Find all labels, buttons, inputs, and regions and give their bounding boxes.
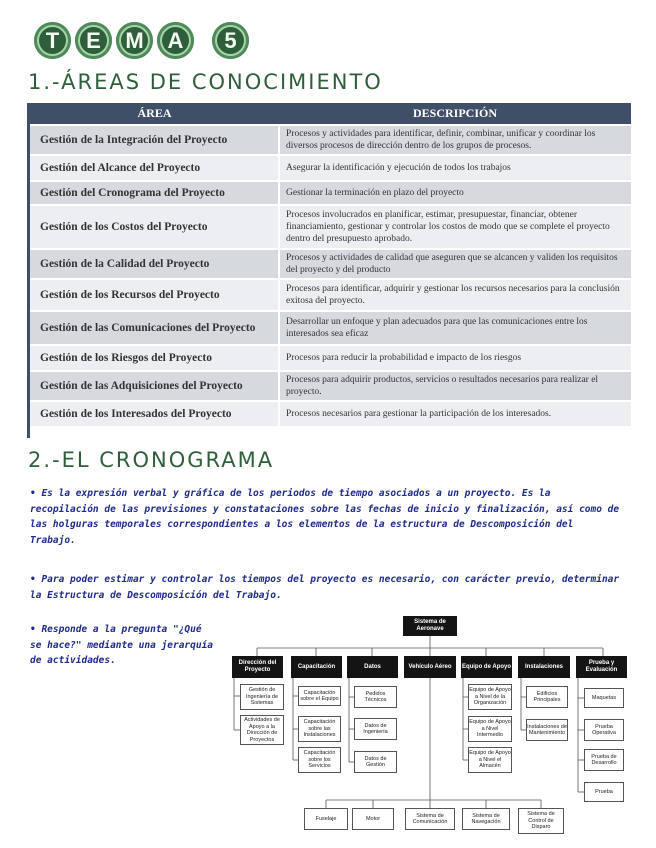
wbs-leaf: Equipo de Apoyo a Nivel Intermedio xyxy=(468,716,512,742)
table-header-row xyxy=(30,103,631,125)
area-cell: Gestión de los Recursos del Proyecto xyxy=(30,279,279,311)
description-cell: Desarrollar un enfoque y plan adecuados para que las comunicaciones entre los interesados sea eficaz xyxy=(279,311,631,345)
wbs-leaf: Sistema de Comunicación xyxy=(405,808,455,830)
wbs-root: Sistema de Aeronave xyxy=(403,616,457,636)
wbs-leaf: Fuselaje xyxy=(304,808,348,830)
area-cell: Gestión del Alcance del Proyecto xyxy=(30,155,279,181)
wbs-leaf: Capacitación sobre el Equipo xyxy=(298,686,341,706)
area-cell: Gestión de los Costos del Proyecto xyxy=(30,205,279,249)
wbs-node-instalaciones: Instalaciones xyxy=(518,656,570,678)
table-row xyxy=(30,205,631,249)
wbs-leaf: Datos de Ingeniería xyxy=(354,718,397,740)
title-number: 5 xyxy=(212,22,249,59)
table-row xyxy=(30,401,631,427)
bullet-definition: • Es la expresión verbal y gráfica de los periodos de tiempo asociados a un proyecto. Es la recopilación de las previsiones y constataciones sobre las fechas de inicio y finalización, así como de las holguras temporales correspondientes a los elementos de la estructura de Descomposición del Trabajo. xyxy=(30,488,620,546)
table-row xyxy=(30,345,631,371)
wbs-leaf: Pedidos Técnicos xyxy=(354,686,397,708)
wbs-leaf: Prueba xyxy=(584,782,624,802)
wbs-node-equipo: Equipo de Apoyo xyxy=(461,656,512,678)
wbs-leaf: Prueba de Desarrollo xyxy=(584,749,624,771)
table-row xyxy=(30,155,631,181)
wbs-leaf: Equipo de Apoyo a Nivel el Almacén xyxy=(468,747,512,773)
title-letter-a: A xyxy=(157,22,194,59)
wbs-node-datos: Datos xyxy=(347,656,398,678)
wbs-leaf: Instalaciones de Mantenimiento xyxy=(526,719,568,741)
table-row xyxy=(30,311,631,345)
table-row xyxy=(30,181,631,205)
area-cell: Gestión de la Calidad del Proyecto xyxy=(30,249,279,279)
title-letter-m: M xyxy=(116,22,153,59)
wbs-leaf: Capacitación sobre las Instalaciones xyxy=(298,716,341,742)
wbs-leaf: Edificios Principales xyxy=(526,686,568,708)
wbs-leaf: Motor xyxy=(352,808,394,830)
table-row xyxy=(30,249,631,279)
description-cell: Procesos involucrados en planificar, estimar, presupuestar, financiar, obtener financiamiento, gestionar y controlar los costos de modo que se complete el proyecto dentro del presupuesto aprobado. xyxy=(279,205,631,249)
wbs-leaf: Sistema de Control de Disparo xyxy=(518,808,564,834)
knowledge-areas-table xyxy=(30,103,631,428)
table-row xyxy=(30,279,631,311)
description-cell: Procesos para adquirir productos, servicios o resultados necesarios para realizar el proyecto. xyxy=(279,371,631,401)
wbs-leaf: Actividades de Apoyo a la Dirección de Proyectos xyxy=(240,715,284,745)
bullet-question: • Responde a la pregunta "¿Qué se hace?" mediante una jerarquía de actividades. xyxy=(30,624,214,666)
section1-heading: 1.-ÁREAS DE CONOCIMIENTO xyxy=(28,70,383,94)
title-badges xyxy=(34,22,249,62)
description-cell: Procesos y actividades de calidad que aseguren que se alcancen y validen los requisitos del proyecto y del producto xyxy=(279,249,631,279)
wbs-node-vehiculo: Vehículo Aéreo xyxy=(404,656,456,678)
wbs-leaf: Maquetas xyxy=(584,688,624,708)
area-cell: Gestión de la Integración del Proyecto xyxy=(30,125,279,155)
column-header-area: ÁREA xyxy=(30,103,279,125)
description-cell: Procesos y actividades para identificar, definir, combinar, unificar y coordinar los diversos procesos de dirección dentro de los grupos de procesos. xyxy=(279,125,631,155)
wbs-leaf: Datos de Gestión xyxy=(354,751,397,773)
title-letter-t: T xyxy=(34,22,71,59)
wbs-leaf: Gestión de Ingeniería de Sistemas xyxy=(240,684,284,710)
wbs-leaf: Prueba Operativa xyxy=(584,719,624,741)
title-letter-e: E xyxy=(75,22,112,59)
wbs-node-direccion: Dirección del Proyecto xyxy=(232,656,283,678)
description-cell: Gestionar la terminación en plazo del proyecto xyxy=(279,181,631,205)
area-cell: Gestión de las Adquisiciones del Proyecto xyxy=(30,371,279,401)
column-header-description: DESCRIPCIÓN xyxy=(279,103,631,125)
bullet-estimation: • Para poder estimar y controlar los tiempos del proyecto es necesario, con carácter previo, determinar la Estructura de Descomposición del Trabajo. xyxy=(30,574,620,601)
area-cell: Gestión de los Riesgos del Proyecto xyxy=(30,345,279,371)
wbs-node-capacitacion: Capacitación xyxy=(291,656,342,678)
wbs-leaf: Equipo de Apoyo a Nivel de la Organización xyxy=(468,684,512,710)
area-cell: Gestión de los Interesados del Proyecto xyxy=(30,401,279,427)
description-cell: Procesos para reducir la probabilidad e impacto de los riesgos xyxy=(279,345,631,371)
wbs-node-prueba: Prueba y Evaluación xyxy=(576,656,627,678)
description-cell: Procesos necesarios para gestionar la participación de los interesados. xyxy=(279,401,631,427)
section2-heading: 2.-EL CRONOGRAMA xyxy=(28,448,275,472)
area-cell: Gestión del Cronograma del Proyecto xyxy=(30,181,279,205)
description-cell: Procesos para identificar, adquirir y gestionar los recursos necesarios para la conclusión exitosa del proyecto. xyxy=(279,279,631,311)
wbs-leaf: Capacitación sobre los Servicios xyxy=(298,747,341,773)
area-cell: Gestión de las Comunicaciones del Proyecto xyxy=(30,311,279,345)
wbs-leaf: Sistema de Navegación xyxy=(462,808,510,830)
table-row xyxy=(30,371,631,401)
description-cell: Asegurar la identificación y ejecución de todos los trabajos xyxy=(279,155,631,181)
table-row xyxy=(30,125,631,155)
